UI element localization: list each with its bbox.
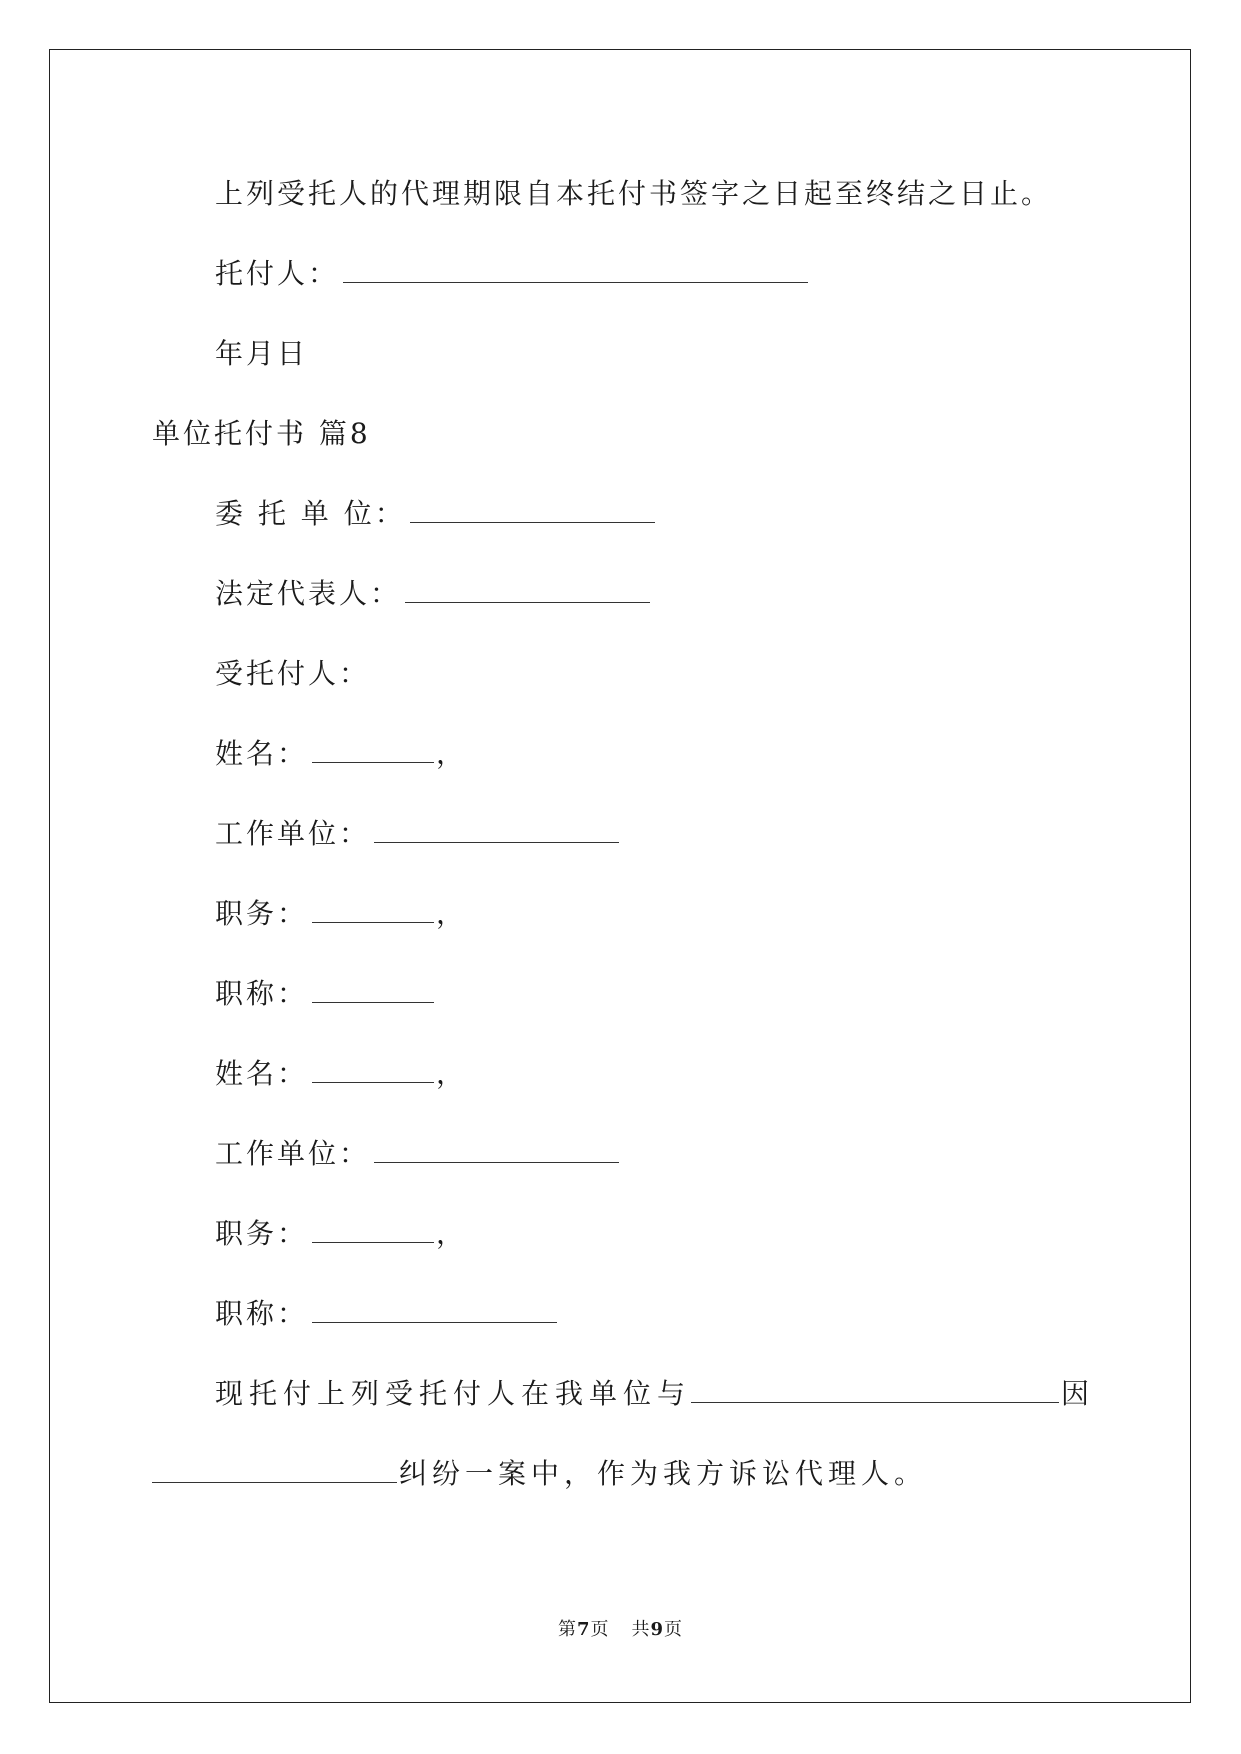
term-text: 上列受托人的代理期限自本托付书签字之日起至终结之日止。 — [215, 177, 1053, 210]
legal-rep-blank[interactable] — [405, 580, 650, 603]
principal-label: 托付人： — [215, 257, 340, 290]
opponent-blank[interactable] — [691, 1380, 1059, 1403]
footer-total-prefix: 共 — [631, 1619, 651, 1640]
title-label-1: 职称： — [215, 977, 309, 1010]
position-label-1: 职务： — [215, 897, 309, 930]
position-line-2 — [215, 1216, 467, 1252]
name-label-2: 姓名： — [215, 1057, 309, 1090]
legal-rep-label: 法定代表人： — [215, 577, 402, 610]
entrust-sentence-end: 纠纷一案中，作为我方诉讼代理人。 — [399, 1457, 928, 1490]
title-blank-1[interactable] — [312, 980, 434, 1003]
entrust-sentence-line — [215, 1376, 1095, 1412]
name-blank-2[interactable] — [312, 1060, 434, 1083]
name-blank-1[interactable] — [312, 740, 434, 763]
work-unit-line-1 — [215, 816, 621, 852]
footer-prefix: 第 — [557, 1619, 577, 1640]
name-line-2 — [215, 1056, 467, 1092]
trustee-heading — [215, 656, 370, 692]
page-footer — [0, 1618, 1241, 1642]
name-comma-2: ， — [436, 1057, 468, 1090]
entrust-sentence-start: 现托付上列受托付人在我单位与 — [215, 1377, 692, 1410]
name-line-1 — [215, 736, 467, 772]
position-line-1 — [215, 896, 467, 932]
work-unit-line-2 — [215, 1136, 621, 1172]
trustee-label: 受托付人： — [215, 657, 371, 690]
page-border — [49, 49, 1191, 1703]
name-comma-1: ， — [436, 737, 468, 770]
dispute-blank[interactable] — [152, 1460, 397, 1483]
footer-total-pages: 9 — [650, 1619, 665, 1640]
section-heading — [152, 416, 371, 452]
title-blank-2[interactable] — [312, 1300, 557, 1323]
date-line — [215, 336, 308, 372]
entrusting-unit-blank[interactable] — [410, 500, 655, 523]
work-unit-blank-2[interactable] — [374, 1140, 619, 1163]
position-blank-2[interactable] — [312, 1220, 434, 1243]
position-comma-2: ， — [436, 1217, 468, 1250]
position-blank-1[interactable] — [312, 900, 434, 923]
section-title: 单位托付书 篇8 — [152, 417, 371, 450]
position-comma-1: ， — [436, 897, 468, 930]
work-unit-label-2: 工作单位： — [215, 1137, 371, 1170]
footer-suffix: 页 — [664, 1619, 684, 1640]
principal-blank[interactable] — [343, 260, 808, 283]
entrust-sentence-cause: 因 — [1061, 1377, 1096, 1410]
work-unit-label-1: 工作单位： — [215, 817, 371, 850]
footer-page-number: 7 — [576, 1619, 591, 1640]
position-label-2: 职务： — [215, 1217, 309, 1250]
term-sentence — [215, 176, 1052, 212]
entrusting-unit-line — [215, 496, 657, 532]
date-label: 年月日 — [215, 337, 309, 370]
title-line-1 — [215, 976, 436, 1012]
principal-line — [215, 256, 810, 292]
entrusting-unit-label: 委 托 单 位： — [215, 497, 406, 530]
work-unit-blank-1[interactable] — [374, 820, 619, 843]
footer-mid: 页 — [590, 1619, 610, 1640]
legal-rep-line — [215, 576, 652, 612]
name-label-1: 姓名： — [215, 737, 309, 770]
entrust-sentence-continuation — [152, 1456, 927, 1492]
title-label-2: 职称： — [215, 1297, 309, 1330]
title-line-2 — [215, 1296, 559, 1332]
